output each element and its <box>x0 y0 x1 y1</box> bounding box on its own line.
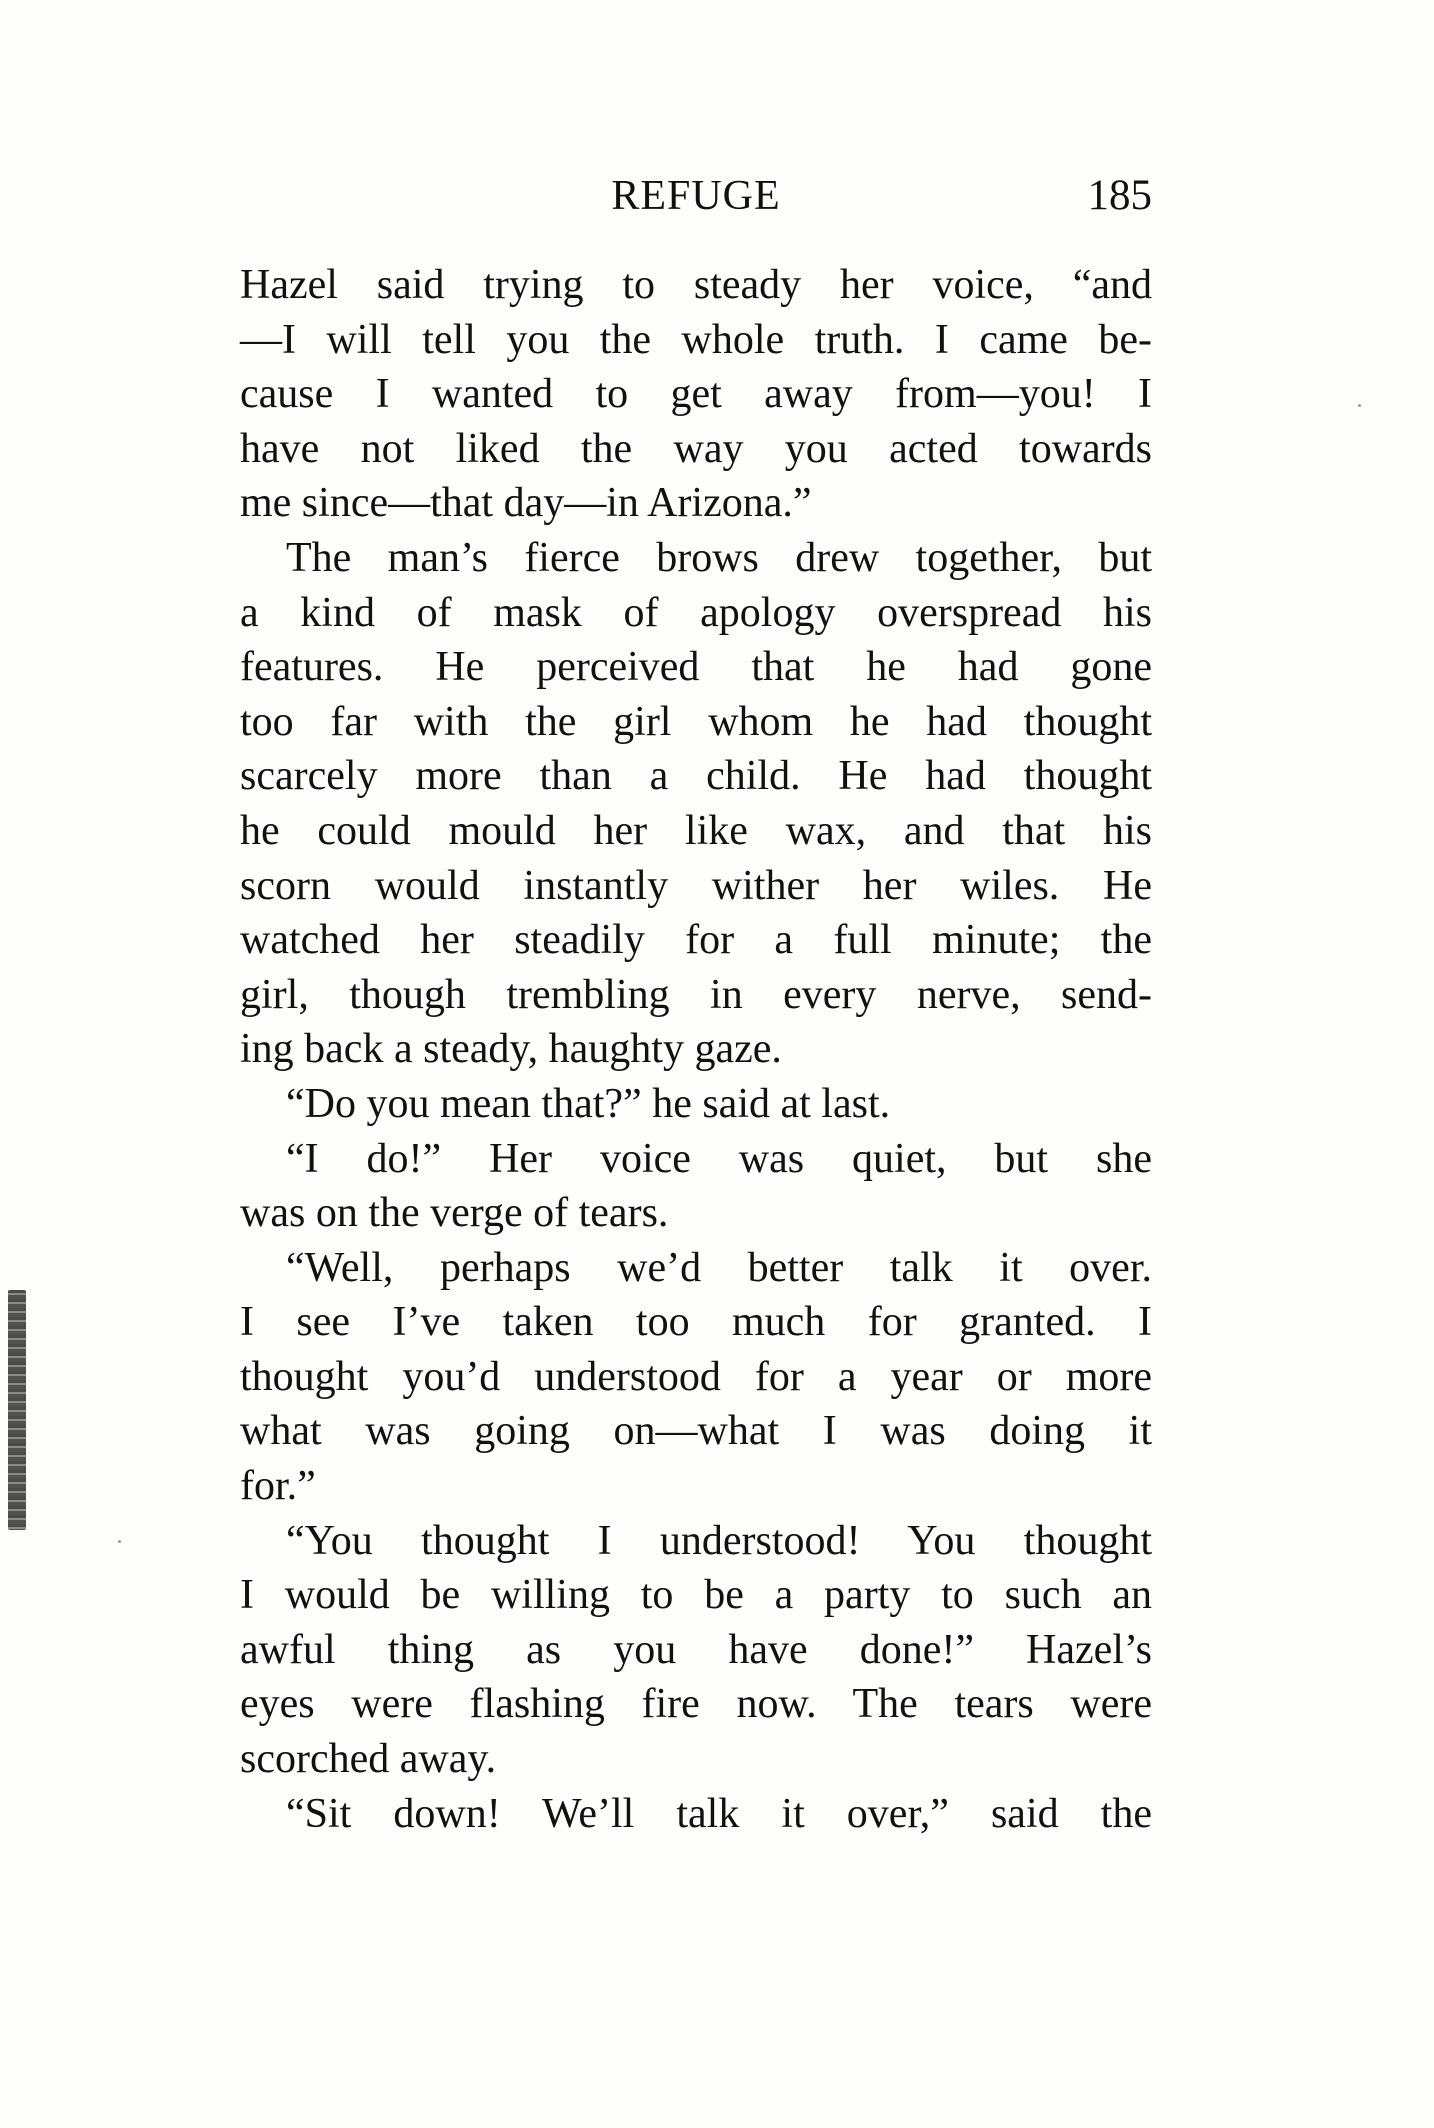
running-head <box>240 166 1152 226</box>
text-line: —I will tell you the whole truth. I came be- <box>240 316 1152 363</box>
text-line: eyes were flashing fire now. The tears were <box>240 1681 1152 1728</box>
text-line: I would be willing to be a party to such an <box>240 1572 1152 1619</box>
text-line: too far with the girl whom he had thought <box>240 698 1152 745</box>
text-line: a kind of mask of apology overspread his <box>240 589 1152 636</box>
text-line: he could mould her like wax, and that his <box>240 807 1152 854</box>
text-line: me since—that day—in Arizona.” <box>240 480 812 527</box>
text-line: for.” <box>240 1463 316 1510</box>
text-line: features. He perceived that he had gone <box>240 644 1152 691</box>
text-line: “I do!” Her voice was quiet, but she <box>286 1135 1152 1182</box>
scan-speck <box>118 1540 121 1543</box>
text-line: thought you’d understood for a year or more <box>240 1353 1152 1400</box>
text-line: girl, though trembling in every nerve, send- <box>240 971 1152 1018</box>
text-line: Hazel said trying to steady her voice, “and <box>240 262 1152 308</box>
text-line: scorn would instantly wither her wiles. He <box>240 862 1152 909</box>
text-line: ing back a steady, haughty gaze. <box>240 1026 782 1073</box>
text-line: what was going on—what I was doing it <box>240 1408 1152 1455</box>
scan-speck <box>1358 404 1361 407</box>
text-line: scorched away. <box>240 1736 497 1783</box>
page-number: 185 <box>1087 172 1152 219</box>
body-text <box>240 258 1152 1841</box>
text-line: watched her steadily for a full minute; the <box>240 917 1152 964</box>
text-line: have not liked the way you acted towards <box>240 425 1152 472</box>
text-line: cause I wanted to get away from—you! I <box>240 371 1152 418</box>
running-title: REFUGE <box>611 173 781 219</box>
text-line: I see I’ve taken too much for granted. I <box>240 1299 1152 1346</box>
text-line: The man’s fierce brows drew together, but <box>286 534 1152 581</box>
text-line: “Well, perhaps we’d better talk it over. <box>286 1244 1152 1291</box>
text-line: “Do you mean that?” he said at last. <box>286 1080 891 1127</box>
text-line: “You thought I understood! You thought <box>286 1517 1152 1564</box>
text-line: awful thing as you have done!” Hazel’s <box>240 1626 1152 1673</box>
text-line: scarcely more than a child. He had thought <box>240 753 1152 800</box>
scan-edge-mark <box>8 1290 26 1530</box>
text-line: “Sit down! We’ll talk it over,” said the <box>286 1790 1152 1837</box>
text-line: was on the verge of tears. <box>240 1190 669 1237</box>
